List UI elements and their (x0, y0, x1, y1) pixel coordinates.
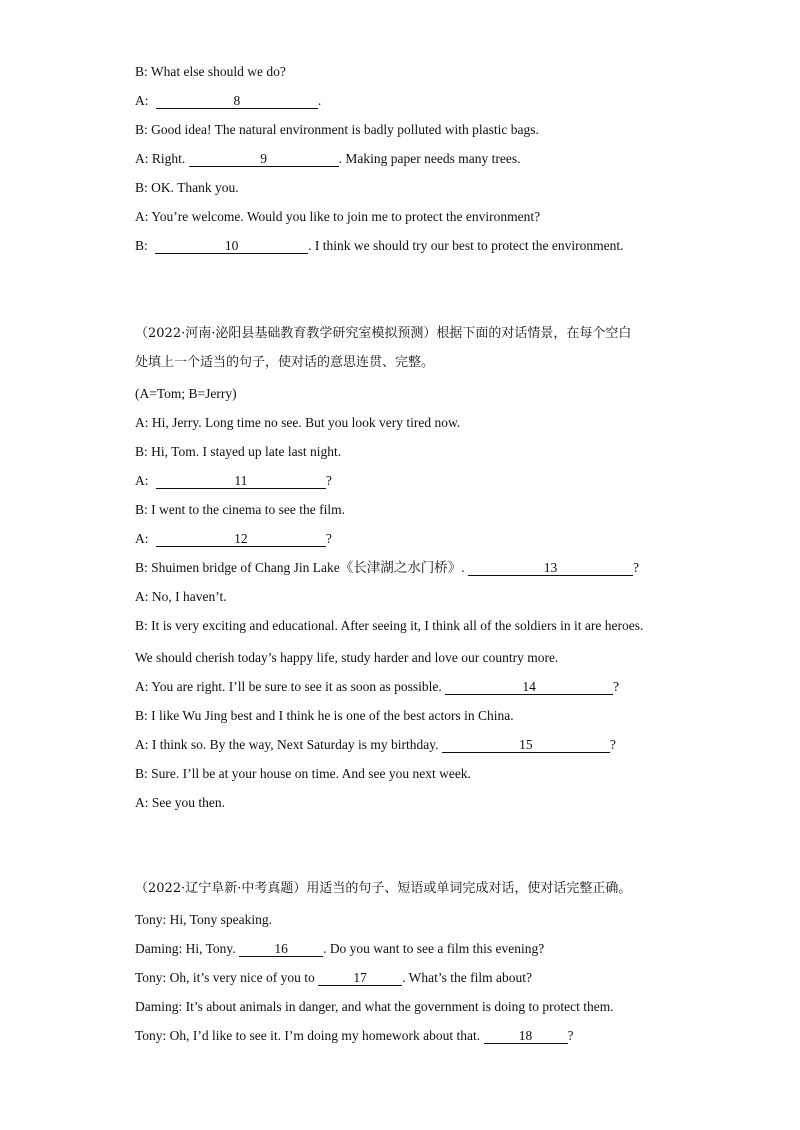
dialogue-line: B: It is very exciting and educational. After seeing it, I think all of the soldiers in it are heroes. (135, 618, 644, 633)
dialogue-line: B: Sure. I’ll be at your house on time. And see you next week. (135, 766, 471, 781)
dialogue-line (135, 473, 332, 489)
dialogue-line: A: See you then. (135, 795, 225, 810)
dialogue-text: Daming: Hi, Tony. (135, 941, 240, 956)
dialogue-line (135, 679, 619, 695)
dialogue-text: Tony: Oh, it’s very nice of you to (135, 970, 319, 985)
dialogue-line: A: Hi, Jerry. Long time no see. But you look very tired now. (135, 415, 461, 430)
dialogue-line (135, 238, 623, 254)
line-ending: . Making paper needs many trees. (338, 151, 521, 166)
question-header: （2022·辽宁阜新·中考真题）用适当的句子、短语或单词完成对话，使对话完整正确。 (135, 881, 632, 896)
answer-blank-15[interactable]: 15 (442, 738, 610, 753)
answer-blank-12[interactable]: 12 (156, 532, 326, 547)
line-ending: ? (567, 1028, 574, 1043)
dialogue-line (135, 151, 520, 167)
answer-blank-9[interactable]: 9 (189, 152, 339, 167)
answer-blank-10[interactable]: 10 (155, 239, 308, 254)
dialogue-line (135, 941, 544, 957)
dialogue-text: A: I think so. By the way, Next Saturday is my birthday. (135, 737, 442, 752)
dialogue-line: B: Good idea! The natural environment is badly polluted with plastic bags. (135, 122, 539, 137)
dialogue-line: Tony: Hi, Tony speaking. (135, 912, 272, 927)
line-ending: ? (609, 737, 616, 752)
line-ending: ? (325, 473, 332, 488)
dialogue-line: B: I like Wu Jing best and I think he is one of the best actors in China. (135, 708, 514, 723)
question-header: （2022·河南·泌阳县基础教育教学研究室模拟预测）根据下面的对话情景，在每个空白 (135, 326, 632, 341)
line-ending: ? (325, 531, 332, 546)
speaker-prefix: A: Right. (135, 151, 189, 166)
line-ending: . (317, 93, 322, 108)
dialogue-line: B: I went to the cinema to see the film. (135, 502, 345, 517)
dialogue-line: B: Hi, Tom. I stayed up late last night. (135, 444, 342, 459)
dialogue-text: A: You are right. I’ll be sure to see it as soon as possible. (135, 679, 446, 694)
answer-blank-14[interactable]: 14 (445, 680, 613, 695)
dialogue-text: B: Shuimen bridge of Chang Jin Lake《长津湖之水门桥》. (135, 560, 468, 575)
role-note: (A=Tom; B=Jerry) (135, 386, 237, 401)
dialogue-line (135, 560, 639, 576)
dialogue-line (135, 970, 532, 986)
dialogue-line: We should cherish today’s happy life, study harder and love our country more. (135, 650, 559, 665)
line-ending: . Do you want to see a film this evening? (323, 941, 545, 956)
line-ending: . What’s the film about? (402, 970, 533, 985)
speaker-prefix: A: (135, 531, 152, 546)
answer-blank-11[interactable]: 11 (156, 474, 326, 489)
answer-blank-17[interactable]: 17 (318, 971, 402, 986)
line-ending: ? (632, 560, 639, 575)
dialogue-line (135, 1028, 574, 1044)
line-ending: ? (613, 679, 620, 694)
speaker-prefix: A: (135, 473, 152, 488)
answer-blank-18[interactable]: 18 (484, 1029, 568, 1044)
answer-blank-8[interactable]: 8 (156, 94, 318, 109)
dialogue-line (135, 93, 321, 109)
dialogue-text: Tony: Oh, I’d like to see it. I’m doing my homework about that. (135, 1028, 484, 1043)
speaker-prefix: A: (135, 93, 152, 108)
dialogue-line (135, 531, 332, 547)
answer-blank-16[interactable]: 16 (239, 942, 323, 957)
question-header: 处填上一个适当的句子，使对话的意思连贯、完整。 (135, 355, 435, 370)
dialogue-line: A: You’re welcome. Would you like to join me to protect the environment? (135, 209, 541, 224)
dialogue-line: B: What else should we do? (135, 64, 286, 79)
dialogue-line: B: OK. Thank you. (135, 180, 239, 195)
dialogue-line (135, 737, 616, 753)
line-ending: . I think we should try our best to protect the environment. (308, 238, 624, 253)
answer-blank-13[interactable]: 13 (468, 561, 633, 576)
speaker-prefix: B: (135, 238, 152, 253)
dialogue-line: Daming: It’s about animals in danger, and what the government is doing to protect them. (135, 999, 614, 1014)
dialogue-line: A: No, I haven’t. (135, 589, 227, 604)
